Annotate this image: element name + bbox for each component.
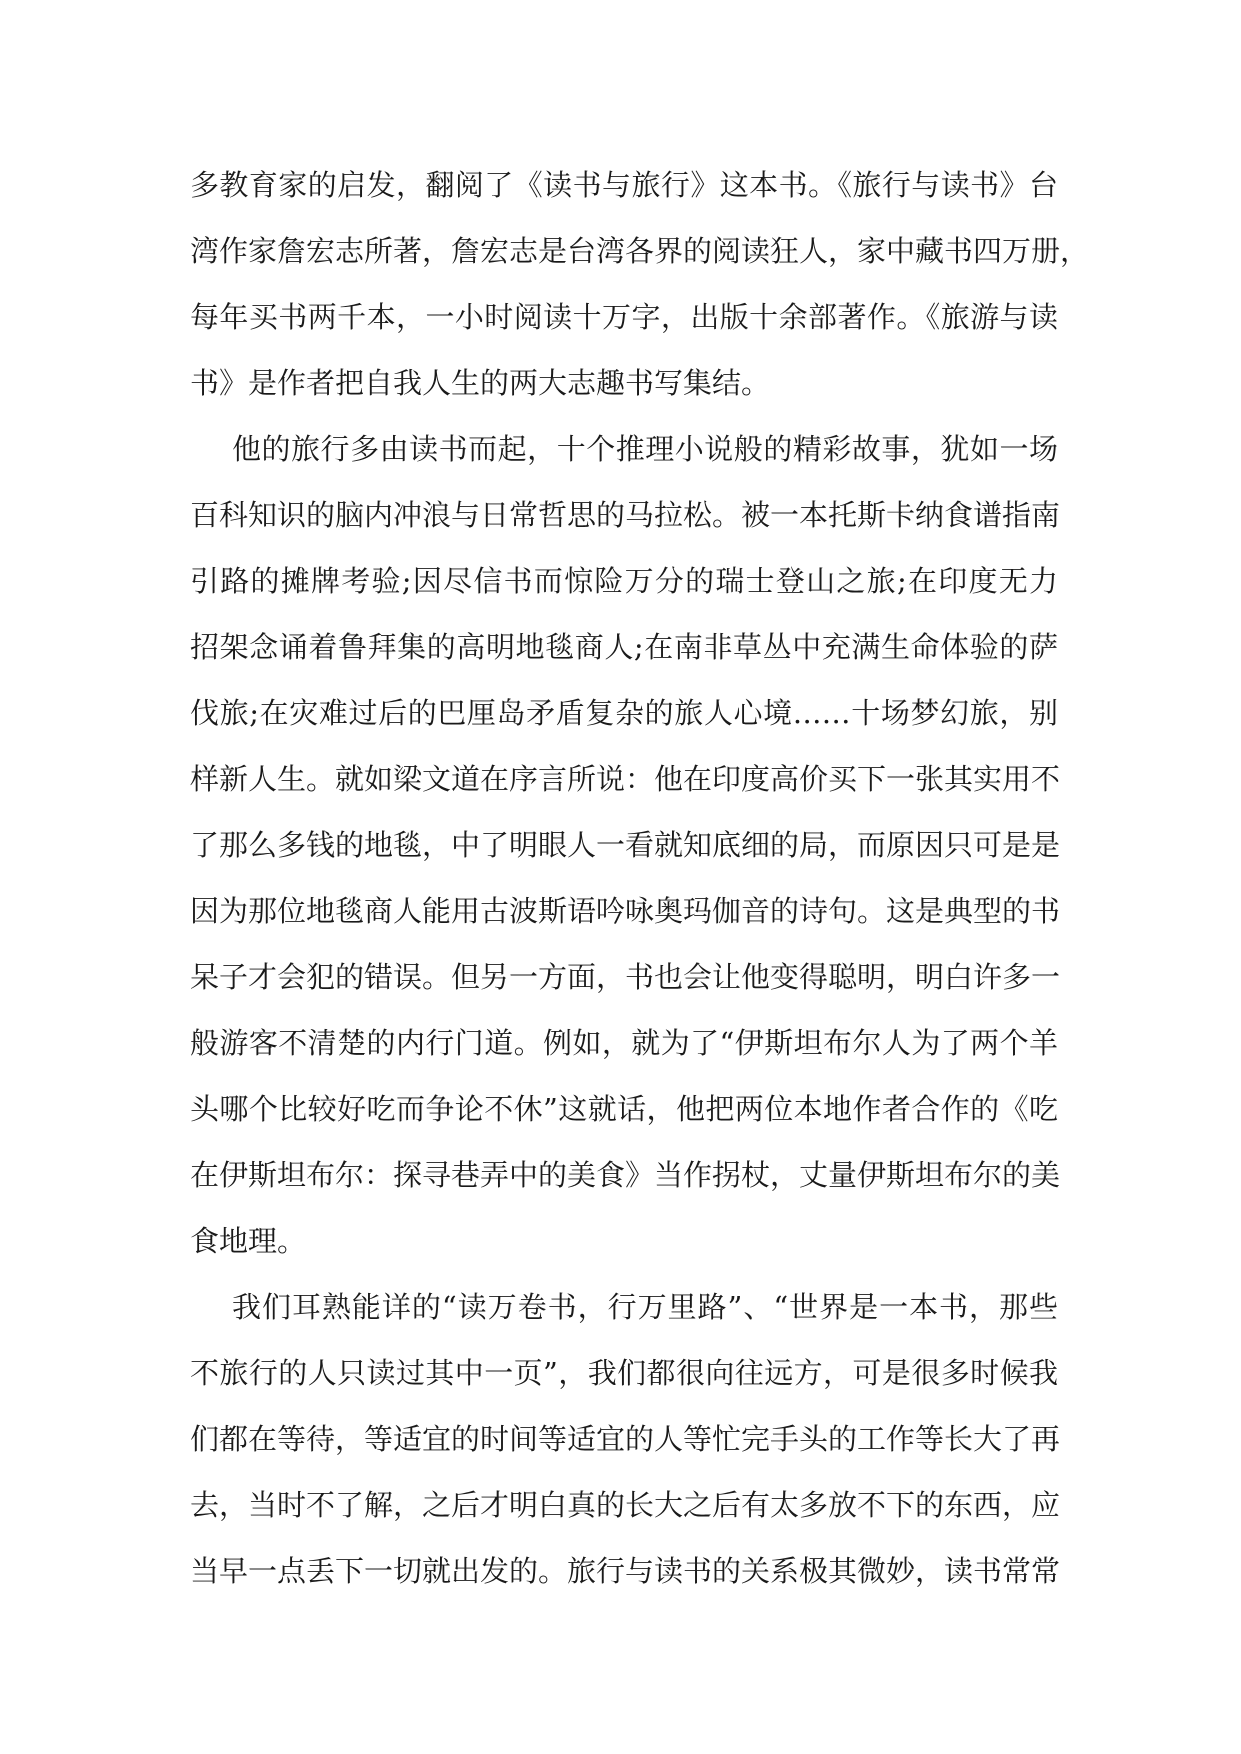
paragraph: [190, 1274, 1061, 1604]
text-line: 们都在等待，等适宜的时间等适宜的人等忙完手头的工作等长大了再: [190, 1422, 1061, 1456]
text-line: 招架念诵着鲁拜集的高明地毯商人;在南非草丛中充满生命体验的萨: [190, 630, 1058, 664]
text-line: 不旅行的人只读过其中一页”，我们都很向往远方，可是很多时候我: [190, 1356, 1058, 1390]
text-line: 样新人生。就如梁文道在序言所说：他在印度高价买下一张其实用不: [190, 762, 1061, 796]
text-line: 百科知识的脑内冲浪与日常哲思的马拉松。被一本托斯卡纳食谱指南: [190, 498, 1061, 532]
text-line: 因为那位地毯商人能用古波斯语吟咏奥玛伽音的诗句。这是典型的书: [190, 894, 1061, 928]
body-text: [190, 152, 1090, 1604]
text-line: 我们耳熟能详的“读万卷书，行万里路”、“世界是一本书，那些: [232, 1290, 1058, 1324]
text-line: 了那么多钱的地毯，中了明眼人一看就知底细的局，而原因只可是是: [190, 828, 1061, 862]
text-line: 伐旅;在灾难过后的巴厘岛矛盾复杂的旅人心境……十场梦幻旅，别: [190, 696, 1058, 730]
text-line: 呆子才会犯的错误。但另一方面，书也会让他变得聪明，明白许多一: [190, 960, 1061, 994]
text-line: 每年买书两千本，一小时阅读十万字，出版十余部著作。《旅游与读: [190, 300, 1058, 334]
text-line: 书》是作者把自我人生的两大志趣书写集结。: [190, 366, 771, 400]
text-line: 他的旅行多由读书而起，十个推理小说般的精彩故事，犹如一场: [232, 432, 1058, 466]
text-line: 多教育家的启发，翻阅了《读书与旅行》这本书。《旅行与读书》台: [190, 168, 1058, 202]
text-line: 引路的摊牌考验;因尽信书而惊险万分的瑞士登山之旅;在印度无力: [190, 564, 1058, 598]
paragraph: [190, 152, 1090, 416]
text-line: 湾作家詹宏志所著，詹宏志是台湾各界的阅读狂人，家中藏书四万册，: [190, 234, 1090, 268]
paragraph: [190, 416, 1061, 1274]
text-line: 在伊斯坦布尔：探寻巷弄中的美食》当作拐杖，丈量伊斯坦布尔的美: [190, 1158, 1061, 1192]
text-line: 去，当时不了解，之后才明白真的长大之后有太多放不下的东西，应: [190, 1488, 1061, 1522]
text-line: 当早一点丢下一切就出发的。旅行与读书的关系极其微妙，读书常常: [190, 1554, 1061, 1588]
text-line: 食地理。: [190, 1224, 307, 1258]
text-line: 般游客不清楚的内行门道。例如，就为了“伊斯坦布尔人为了两个羊: [190, 1026, 1058, 1060]
text-line: 头哪个比较好吃而争论不休”这就话，他把两位本地作者合作的《吃: [190, 1092, 1058, 1126]
